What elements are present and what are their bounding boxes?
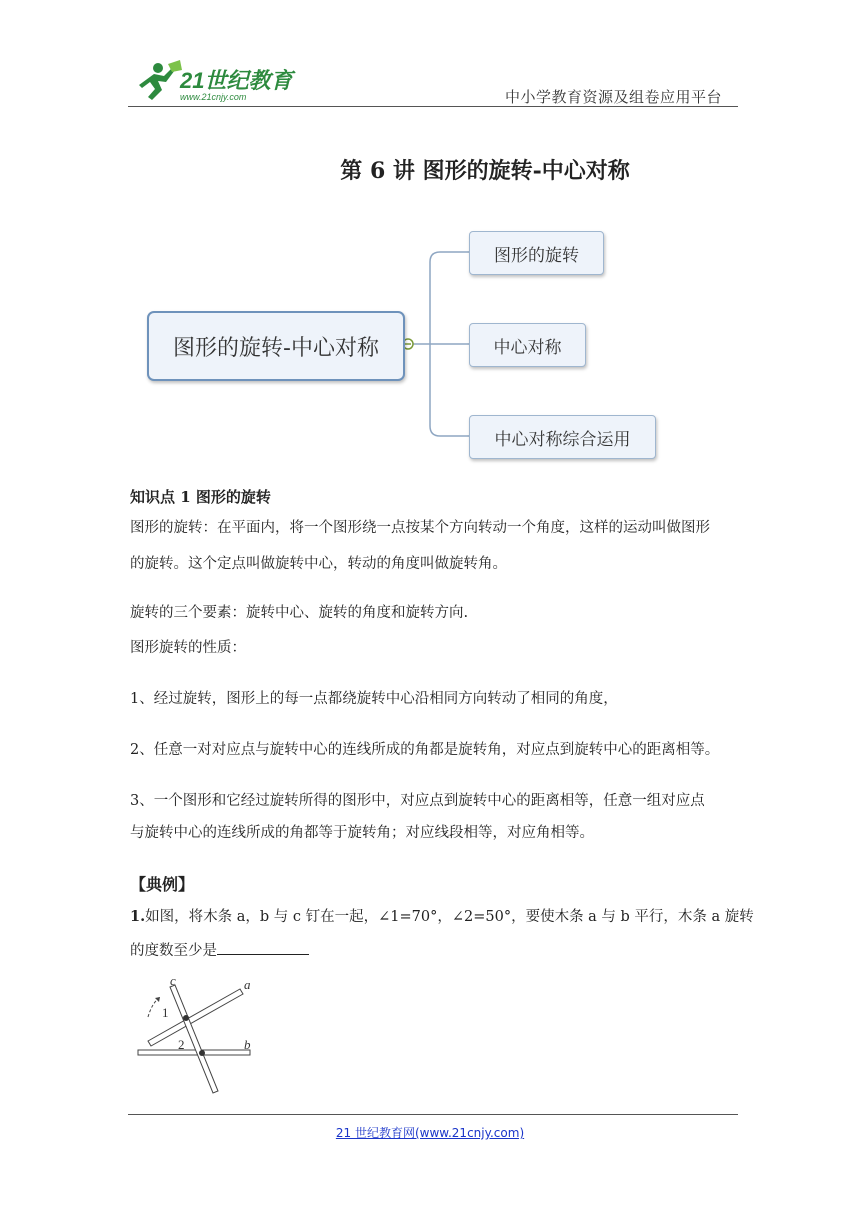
label-c: c — [170, 973, 176, 988]
answer-blank[interactable] — [217, 940, 309, 955]
label-angle-2: 2 — [178, 1037, 185, 1052]
label-angle-1: 1 — [162, 1005, 169, 1020]
header-slogan: 中小学教育资源及组卷应用平台 — [504, 88, 722, 106]
properties-title: 图形旋转的性质： — [130, 640, 246, 656]
footer-divider — [128, 1114, 738, 1115]
definition-line-1: 图形的旋转：在平面内，将一个图形绕一点按某个方向转动一个角度，这样的运动叫做图形 — [130, 520, 710, 536]
question-text-2: 的度数至少是 — [130, 943, 217, 959]
page-title: 第 6 讲 图形的旋转-中心对称 — [340, 158, 630, 184]
mindmap-child-rotation: 图形的旋转 — [469, 231, 604, 275]
label-b: b — [244, 1037, 251, 1052]
footer-link[interactable]: 21 世纪教育网(www.21cnjy.com) — [335, 1126, 525, 1140]
property-3-line-2: 与旋转中心的连线所成的角都等于旋转角；对应线段相等，对应角相等。 — [130, 825, 594, 841]
logo-url: www.21cnjy.com — [180, 92, 247, 102]
sticks-figure — [130, 973, 270, 1095]
property-2: 2、任意一对对应点与旋转中心的连线所成的角都是旋转角，对应点到旋转中心的距离相等。 — [130, 742, 720, 758]
question-number: 1. — [130, 908, 146, 925]
section-heading: 知识点 1 图形的旋转 — [130, 488, 271, 506]
example-question-line-1 — [130, 906, 754, 928]
question-text: 如图，将木条 a，b 与 c 钉在一起，∠1=70°，∠2=50°，要使木条 a 与 b 平行，木条 a 旋转 — [145, 909, 754, 925]
mindmap-child-central-symmetry: 中心对称 — [469, 323, 586, 367]
rotation-elements: 旋转的三个要素：旋转中心、旋转的角度和旋转方向. — [130, 605, 469, 621]
property-1: 1、经过旋转，图形上的每一点都绕旋转中心沿相同方向转动了相同的角度， — [130, 691, 618, 707]
mindmap-connectors — [0, 0, 860, 480]
definition-line-2: 的旋转。这个定点叫做旋转中心，转动的角度叫做旋转角。 — [130, 556, 507, 572]
mindmap-child-application: 中心对称综合运用 — [469, 415, 656, 459]
example-question-line-2 — [130, 940, 309, 962]
property-3-line-1: 3、一个图形和它经过旋转所得的图形中，对应点到旋转中心的距离相等，任意一组对应点 — [130, 793, 705, 809]
example-heading: 【典例】 — [130, 875, 195, 894]
mindmap-root-node: 图形的旋转-中心对称 — [147, 311, 405, 381]
logo-text: 21世纪教育 — [180, 68, 293, 93]
label-a: a — [244, 977, 251, 992]
